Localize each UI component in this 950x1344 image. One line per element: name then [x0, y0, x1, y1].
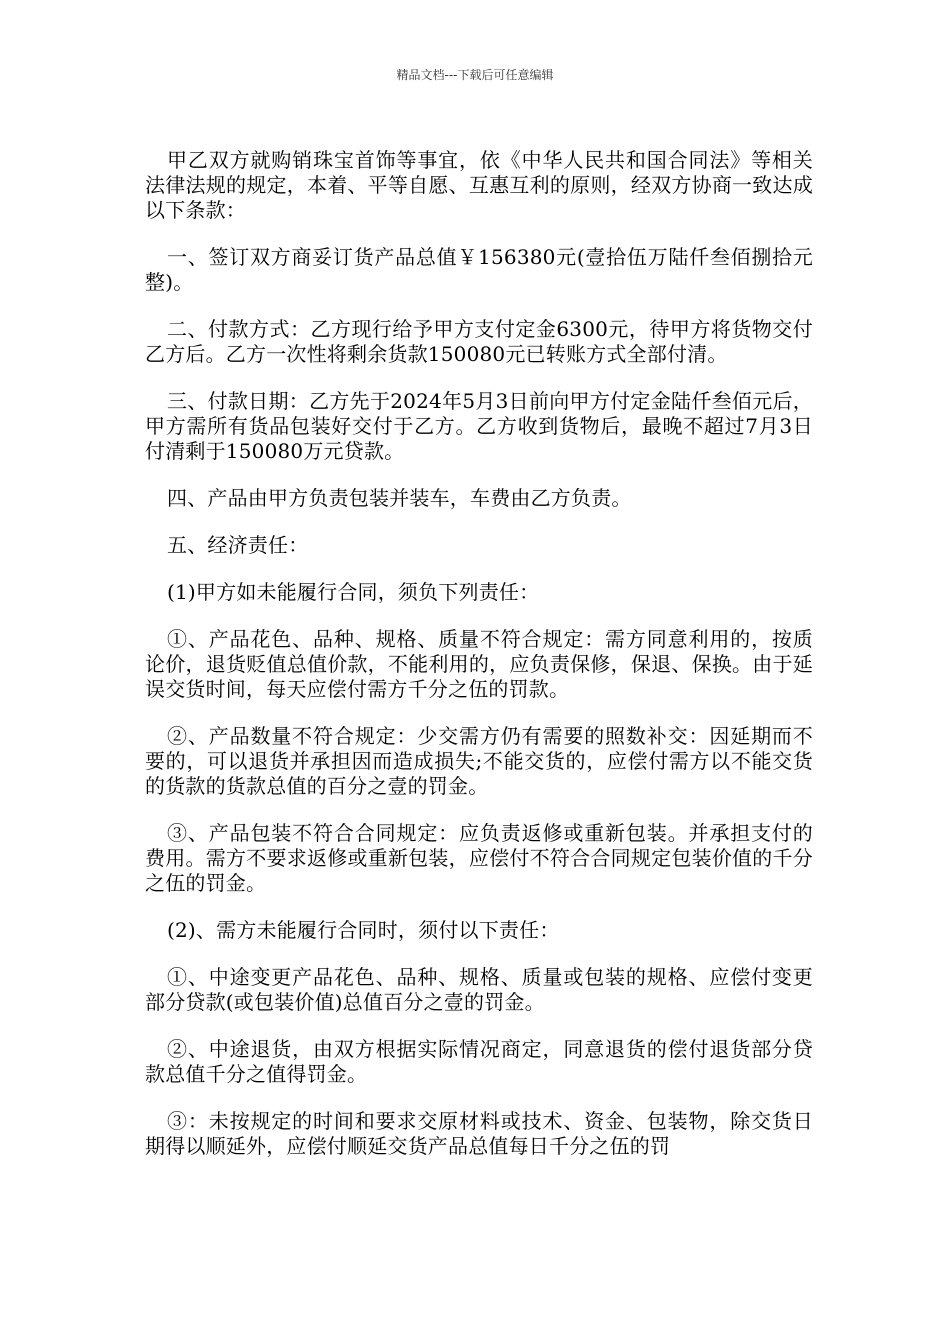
paragraph-clause-5: 五、经济责任：	[167, 533, 309, 557]
paragraph-clause-2: 二、付款方式：乙方现行给予甲方支付定金6300元，待甲方将货物交付乙方后。乙方一次性将剩余货款150080元已转账方式全部付清。	[145, 317, 813, 366]
page-header: 精品文档---下载后可任意编辑	[396, 68, 554, 82]
paragraph-buyer-liability: (2)、需方未能履行合同时，须付以下责任：	[167, 918, 560, 942]
paragraph-supplier-item-3: ③、产品包装不符合合同规定：应负责返修或重新包装。并承担支付的费用。需方不要求返修或重新包装，应偿付不符合合同规定包装价值的千分之伍的罚金。	[145, 821, 813, 895]
paragraph-clause-4: 四、产品由甲方负责包装并装车，车费由乙方负责。	[167, 486, 632, 510]
paragraph-buyer-item-3: ③：未按规定的时间和要求交原材料或技术、资金、包装物，除交货日期得以顺延外，应偿付顺延交货产品总值每日千分之伍的罚	[145, 1109, 813, 1158]
contract-body	[145, 148, 813, 1181]
paragraph-supplier-item-1: ①、产品花色、品种、规格、质量不符合规定：需方同意利用的，按质论价，退货贬值总值价款，不能利用的，应负责保修，保退、保换。由于延误交货时间，每天应偿付需方千分之伍的罚款。	[145, 627, 813, 701]
paragraph-buyer-item-2: ②、中途退货，由双方根据实际情况商定，同意退货的偿付退货部分贷款总值千分之值得罚金。	[145, 1037, 813, 1086]
paragraph-clause-3: 三、付款日期：乙方先于2024年5月3日前向甲方付定金陆仟叁佰元后，甲方需所有货品包装好交付于乙方。乙方收到货物后，最晚不超过7月3日付清剩于150080万元贷款。	[145, 389, 813, 463]
paragraph-clause-1: 一、签订双方商妥订货产品总值￥156380元(壹拾伍万陆仟叁佰捌拾元整)。	[145, 245, 813, 294]
paragraph-supplier-liability: (1)甲方如未能履行合同，须负下列责任：	[167, 580, 540, 604]
paragraph-buyer-item-1: ①、中途变更产品花色、品种、规格、质量或包装的规格、应偿付变更部分贷款(或包装价值)总值百分之壹的罚金。	[145, 965, 813, 1014]
paragraph-intro: 甲乙双方就购销珠宝首饰等事宜，依《中华人民共和国合同法》等相关法律法规的规定，本着、平等自愿、互惠互利的原则，经双方协商一致达成以下条款：	[145, 148, 813, 222]
paragraph-supplier-item-2: ②、产品数量不符合规定：少交需方仍有需要的照数补交：因延期而不要的，可以退货并承担因而造成损失;不能交货的，应偿付需方以不能交货的货款的货款总值的百分之壹的罚金。	[145, 724, 813, 798]
